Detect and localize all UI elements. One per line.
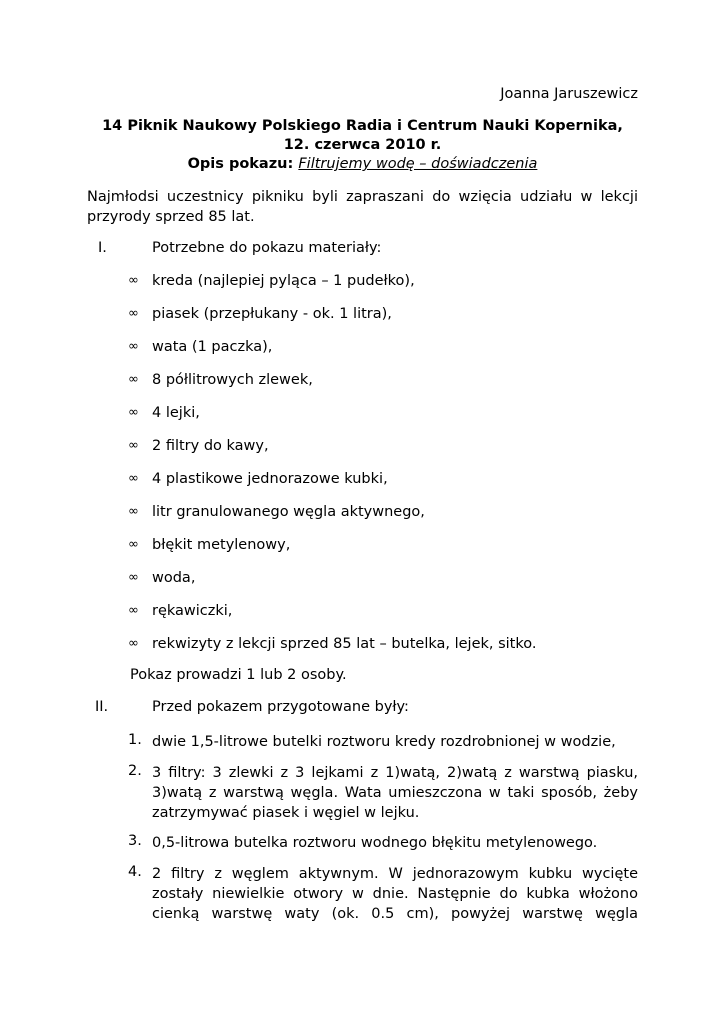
- prep-item-number: 4.: [128, 864, 142, 880]
- material-item-text: litr granulowanego węgla aktywnego,: [152, 504, 425, 520]
- infinity-bullet-icon: ∞: [128, 537, 139, 552]
- material-item-text: piasek (przepłukany - ok. 1 litra),: [152, 306, 392, 322]
- section-2-number: II.: [95, 699, 109, 715]
- infinity-bullet-icon: ∞: [128, 636, 139, 651]
- infinity-bullet-icon: ∞: [128, 372, 139, 387]
- material-item-text: wata (1 paczka),: [152, 339, 273, 355]
- section-2-heading: Przed pokazem przygotowane były:: [152, 699, 409, 715]
- infinity-bullet-icon: ∞: [128, 504, 139, 519]
- infinity-bullet-icon: ∞: [128, 438, 139, 453]
- title-line-1: 14 Piknik Naukowy Polskiego Radia i Centrum Nauki Kopernika,: [102, 118, 623, 134]
- material-item-text: woda,: [152, 570, 196, 586]
- prep-item-number: 3.: [128, 833, 142, 849]
- prep-item-text: 2 filtry z węglem aktywnym. W jednorazowym kubku wycięte zostały niewielkie otwory w dnie. Następnie do kubka włożono cienką warstwę waty (ok. 0.5 cm), powyżej warstwę węgla: [152, 866, 638, 922]
- infinity-bullet-icon: ∞: [128, 570, 139, 585]
- prep-item-number: 2.: [128, 763, 142, 779]
- prep-item-text: dwie 1,5-litrowe butelki roztworu kredy rozdrobnionej w wodzie,: [152, 734, 616, 750]
- infinity-bullet-icon: ∞: [128, 471, 139, 486]
- infinity-bullet-icon: ∞: [128, 405, 139, 420]
- section-1-number: I.: [98, 240, 107, 256]
- section-1-heading: Potrzebne do pokazu materiały:: [152, 240, 382, 256]
- material-item-text: 2 filtry do kawy,: [152, 438, 269, 454]
- infinity-bullet-icon: ∞: [128, 339, 139, 354]
- material-item-text: 4 lejki,: [152, 405, 200, 421]
- title-line-2: 12. czerwca 2010 r.: [283, 137, 442, 153]
- show-title: Filtrujemy wodę – doświadczenia: [298, 156, 538, 172]
- section-1-note: Pokaz prowadzi 1 lub 2 osoby.: [130, 667, 347, 683]
- material-item-text: kreda (najlepiej pyląca – 1 pudełko),: [152, 273, 415, 289]
- prep-item-number: 1.: [128, 732, 142, 748]
- author-name: Joanna Jaruszewicz: [500, 86, 638, 102]
- material-item-text: 8 półlitrowych zlewek,: [152, 372, 313, 388]
- material-item-text: 4 plastikowe jednorazowe kubki,: [152, 471, 388, 487]
- infinity-bullet-icon: ∞: [128, 603, 139, 618]
- title-label: Opis pokazu:: [187, 156, 294, 172]
- material-item-text: rekwizyty z lekcji sprzed 85 lat – butelka, lejek, sitko.: [152, 636, 537, 652]
- intro-paragraph: Najmłodsi uczestnicy pikniku byli zapraszani do wzięcia udziału w lekcji przyrody sprzed 85 lat.: [87, 189, 638, 225]
- infinity-bullet-icon: ∞: [128, 273, 139, 288]
- prep-item-text: 3 filtry: 3 zlewki z 3 lejkami z 1)watą, 2)watą z warstwą piasku, 3)watą z warstwą węgla. Wata umieszczona w taki sposób, żeby zatrzymywać piasek i węgiel w lejku.: [152, 765, 638, 821]
- material-item-text: rękawiczki,: [152, 603, 233, 619]
- infinity-bullet-icon: ∞: [128, 306, 139, 321]
- title-line-3: [87, 156, 638, 172]
- material-item-text: błękit metylenowy,: [152, 537, 291, 553]
- prep-item-text: 0,5-litrowa butelka roztworu wodnego błękitu metylenowego.: [152, 835, 598, 851]
